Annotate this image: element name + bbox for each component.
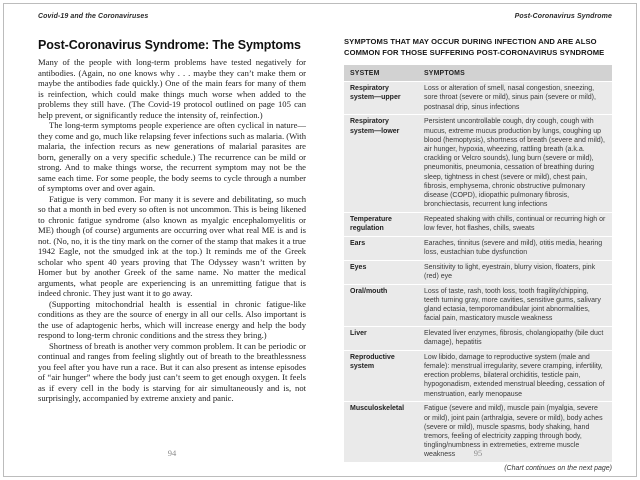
symptoms-cell: Loss or alteration of smell, nasal congestion, sneezing, sore throat (severe or mild), sinus pain (severe or mild), postnasal drip, sinus infections — [418, 82, 612, 115]
table-title: SYMPTOMS THAT MAY OCCUR DURING INFECTION AND ARE ALSO COMMON FOR THOSE SUFFERING POST-CORONAVIRUS SYNDROME — [344, 37, 605, 57]
header-row — [344, 65, 612, 82]
symptoms-table — [344, 65, 612, 462]
table-row — [344, 284, 612, 326]
page-number-left: 94 — [167, 448, 177, 458]
body-text — [38, 57, 306, 404]
symptoms-cell: Fatigue (severe and mild), muscle pain (myalgia, severe or mild), joint pain (arthralgia, severe or mild), body aches (severe or mild), muscle spasms, body shaking, hand tremors, feeling of electricity zapping through body, tingling/numbness in extremeties, extreme muscle weakness — [418, 402, 612, 462]
column-header: SYSTEM — [344, 65, 418, 82]
symptoms-cell: Loss of taste, rash, tooth loss, tooth fragility/chipping, teeth turning gray, more cavities, sensitive gums, salivary gland ectasia, temporomandibular joint abnormalities, facial pain, masticatory muscle weakness — [418, 284, 612, 326]
page-title: Post-Coronavirus Syndrome: The Symptoms — [38, 38, 301, 52]
system-cell: Ears — [344, 236, 418, 260]
running-head-left: Covid-19 and the Coronaviruses — [38, 13, 149, 20]
right-page — [344, 0, 612, 480]
paragraph: Fatigue is very common. For many it is severe and debilitating, so much so that a month in bed every so often is not uncommon. This is being likened to chronic fatigue syndrome (also known as myalgic encephalomyelitis or ME) though (of course) arguments are occurring over what real ME is and is not. (No, no, it is the tiny mark on the corner of the stamp that makes it a true 1942 Eagle, not the smudged ink at the top.) It reminds me of the Greek scholar who spent 40 years proving that The Odyssey wasn’t written by Homer but by another Greek of the same name. No matter the medical arguments, what people are experiencing is an unremitting fatigue that is indeed chronic. They just want it to go away. — [38, 193, 306, 298]
symptoms-cell: Sensitivity to light, eyestrain, blurry vision, floaters, pink (red) eye — [418, 260, 612, 284]
table-row — [344, 326, 612, 350]
column-header: SYMPTOMS — [418, 65, 612, 82]
symptoms-cell: Elevated liver enzymes, fibrosis, cholangiopathy (bile duct damage), hepatitis — [418, 326, 612, 350]
table-row — [344, 350, 612, 402]
table-row — [344, 236, 612, 260]
table-row — [344, 115, 612, 213]
paragraph: (Supporting mitochondrial health is essential in chronic fatigue-like conditions as they are the source of energy in all our cells. Also important is the use of adaptogenic herbs, which will increase energy and help the body respond to long-term chronic conditions and the stress they bring.) — [38, 298, 306, 340]
symptoms-cell: Earaches, tinnitus (severe and mild), otitis media, hearing loss, eustachian tube dysfunction — [418, 236, 612, 260]
system-cell: Respiratory system—upper — [344, 82, 418, 115]
table-row — [344, 82, 612, 115]
symptoms-cell: Persistent uncontrollable cough, dry cough, cough with mucus, extreme mucus production by lungs, coughing up blood (hemoptysis), shortness of breath (severe and mild), air hunger, hypoxia, wheezing, rattling breath (a.k.a. crackling or Velcro sounds), lung burn (severe or mild), pneumonitis, pneumonia, cessation of breathing during sleep, tightness in chest (severe or mild), chest pain, fibrosis, emphysema, chronic obstructive pulmonary disease (COPD), idiopathic pulmonary fibrosis, bronchiectasis, recurrent lung infections — [418, 115, 612, 213]
symptoms-cell: Low libido, damage to reproductive system (male and female): menstrual irregularity, severe cramping, infertility, erection problems, bilateral orchiditis, testicle pain, hypogonadism, extended menstrual bleeding, cessation of menstruation, early menopause — [418, 350, 612, 402]
paragraph: Many of the people with long-term problems have tested negatively for antibodies. (Again, no one knows why . . . maybe they can’t make them or maybe the antibodies fade quickly.) One of the main fears for many of them is reinfection, which could make things much worse when added to the problems they still have. (The Covid-19 protocol outlined on page 105 can help prevent, or significantly reduce the intensity of, reinfection.) — [38, 57, 306, 120]
system-cell: Eyes — [344, 260, 418, 284]
symptoms-cell: Repeated shaking with chills, continual or recurring high or low fever, hot flashes, chills, sweats — [418, 212, 612, 236]
system-cell: Musculoskeletal — [344, 402, 418, 462]
table-row — [344, 260, 612, 284]
running-head-right: Post-Coronavirus Syndrome — [514, 13, 612, 20]
table-row — [344, 212, 612, 236]
symptoms-table-body — [344, 82, 612, 462]
paragraph: The long-term symptoms people experience are often cyclical in nature—they come and go, much like relapsing fever infections such as malaria. (With malaria, the infection recurs as new generations of malarial parasites are born, generally on a very specific schedule.) The recurrence can be mild or strong. And to make things worse, the recurrent symptom may not be the same each time. For some people, the body seems to cycle through a number of symptoms over and over again. — [38, 120, 306, 193]
continuation-note: (Chart continues on the next page) — [504, 465, 612, 473]
system-cell: Reproductive system — [344, 350, 418, 402]
system-cell: Oral/mouth — [344, 284, 418, 326]
system-cell: Respiratory system—lower — [344, 115, 418, 213]
system-cell: Liver — [344, 326, 418, 350]
system-cell: Temperature regulation — [344, 212, 418, 236]
symptoms-table-head — [344, 65, 612, 82]
page-number-right: 95 — [473, 448, 483, 458]
paragraph: Shortness of breath is another very common problem. It can be periodic or continual and ranges from feeling slightly out of breath to the breathlessness you feel after you have run a race. But it can also present as intense episodes of “air hunger” where the body just can’t seem to get enough oxygen. It feels as if every cell in the body is starving for air simultaneously and is, not surprisingly, accompanied by extreme anxiety and panic. — [38, 340, 306, 403]
left-page — [38, 0, 306, 480]
